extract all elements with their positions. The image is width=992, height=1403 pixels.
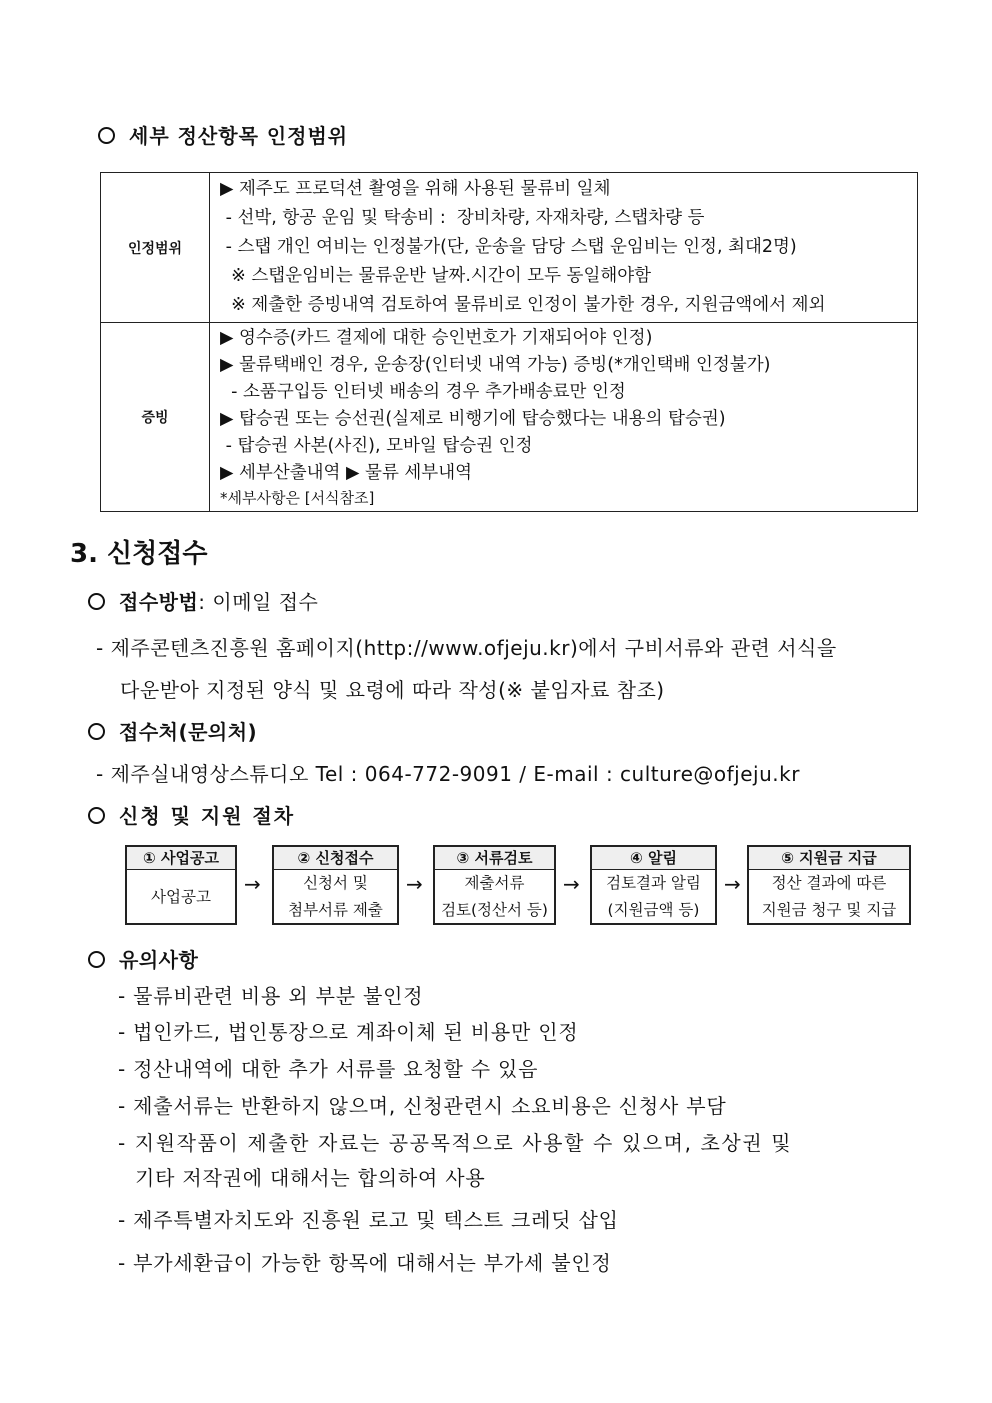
method-label: 접수방법 [119, 590, 199, 614]
content-line: - 선박, 항공 운임 및 탁송비 : 장비차량, 자재차량, 스탭차량 등 [220, 208, 705, 228]
table-row [101, 173, 918, 323]
procedure-step-4 [590, 845, 717, 925]
table-row [101, 323, 918, 512]
arrow-right-icon: → [406, 872, 423, 896]
method-desc: 다운받아 지정된 양식 및 요령에 따라 작성(※ 붙임자료 참조) [120, 678, 665, 702]
row-content-recognition [210, 173, 918, 323]
procedure-step-5 [747, 845, 911, 925]
content-line: ※ 스탭운임비는 물류운반 날짜.시간이 모두 동일해야함 [220, 266, 652, 286]
step-title: ⑤ 지원금 지급 [749, 847, 909, 870]
content-line: - 탑승권 사본(사진), 모바일 탑승권 인정 [220, 436, 533, 456]
procedure-title: 신청 및 지원 절차 [119, 804, 296, 828]
content-line: - 소품구입등 인터넷 배송의 경우 추가배송료만 인정 [220, 382, 626, 402]
method-value: : 이메일 접수 [198, 590, 319, 614]
note-item: - 정산내역에 대한 추가 서류를 요청할 수 있음 [118, 1057, 539, 1081]
criteria-table [100, 172, 918, 512]
content-line: ※ 제출한 증빙내역 검토하여 물류비로 인정이 불가한 경우, 지원금액에서 제외 [220, 295, 826, 315]
notes-heading [88, 944, 198, 973]
step-title: ④ 알림 [592, 847, 715, 870]
content-line: - 스탭 개인 여비는 인정불가(단, 운송을 담당 스탭 운임비는 인정, 최대2명) [220, 237, 797, 257]
circle-bullet-icon [88, 951, 105, 968]
detail-section-title: 세부 정산항목 인정범위 [129, 124, 349, 148]
content-line: ▶ 세부산출내역 ▶ 물류 세부내역 [220, 463, 473, 483]
step-body: 사업공고 [151, 888, 211, 906]
row-label-evidence: 증빙 [101, 323, 210, 512]
section-title: 3. 신청접수 [70, 539, 208, 569]
contact-heading [88, 716, 257, 745]
step-title: ① 사업공고 [127, 847, 235, 870]
arrow-right-icon: → [244, 872, 261, 896]
content-line: ▶ 영수증(카드 결제에 대한 승인번호가 기재되어야 인정) [220, 328, 653, 348]
circle-bullet-icon [98, 127, 115, 144]
row-content-evidence [210, 323, 918, 512]
row-label-recognition: 인정범위 [101, 173, 210, 323]
contact-title: 접수처(문의처) [119, 720, 258, 744]
arrow-right-icon: → [724, 872, 741, 896]
note-item: - 물류비관련 비용 외 부분 불인정 [118, 984, 424, 1008]
procedure-heading [88, 800, 295, 829]
step-title: ② 신청접수 [274, 847, 397, 870]
detail-section-heading [98, 120, 348, 149]
step-body: 검토결과 알림 [606, 874, 701, 892]
note-item: - 부가세환급이 가능한 항목에 대해서는 부가세 불인정 [118, 1251, 612, 1275]
step-title: ③ 서류검토 [435, 847, 554, 870]
step-body: (지원금액 등) [607, 901, 700, 919]
notes-title: 유의사항 [119, 948, 199, 972]
content-line: ▶ 제주도 프로덕션 촬영을 위해 사용된 물류비 일체 [220, 179, 611, 199]
step-body: 정산 결과에 따른 [771, 874, 887, 892]
note-item-continued: 기타 저작권에 대해서는 합의하여 사용 [135, 1166, 486, 1190]
step-body: 검토(정산서 등) [441, 901, 548, 919]
method-item [88, 586, 318, 615]
procedure-step-2 [272, 845, 399, 925]
step-body: 신청서 및 [303, 874, 368, 892]
step-body: 첨부서류 제출 [288, 901, 383, 919]
footnote: *세부사항은 [서식참조] [220, 489, 375, 507]
content-line: ▶ 탑승권 또는 승선권(실제로 비행기에 탑승했다는 내용의 탑승권) [220, 409, 726, 429]
procedure-step-1 [125, 845, 237, 925]
content-line: ▶ 물류택배인 경우, 운송장(인터넷 내역 가능) 증빙(*개인택배 인정불가) [220, 355, 771, 375]
circle-bullet-icon [88, 807, 105, 824]
procedure-step-3 [433, 845, 556, 925]
note-item: - 지원작품이 제출한 자료는 공공목적으로 사용할 수 있으며, 초상권 및 [118, 1131, 793, 1155]
contact-line: - 제주실내영상스튜디오 Tel : 064-772-9091 / E-mail : culture@ofjeju.kr [96, 762, 800, 786]
method-desc: - 제주콘텐츠진흥원 홈페이지(http://www.ofjeju.kr)에서 구비서류와 관련 서식을 [96, 636, 837, 660]
circle-bullet-icon [88, 593, 105, 610]
arrow-right-icon: → [563, 872, 580, 896]
step-body: 제출서류 [464, 874, 525, 892]
note-item: - 법인카드, 법인통장으로 계좌이체 된 비용만 인정 [118, 1020, 579, 1044]
note-item: - 제출서류는 반환하지 않으며, 신청관련시 소요비용은 신청사 부담 [118, 1094, 727, 1118]
note-item: - 제주특별자치도와 진흥원 로고 및 텍스트 크레딧 삽입 [118, 1208, 619, 1232]
circle-bullet-icon [88, 723, 105, 740]
step-body: 지원금 청구 및 지급 [761, 901, 897, 919]
